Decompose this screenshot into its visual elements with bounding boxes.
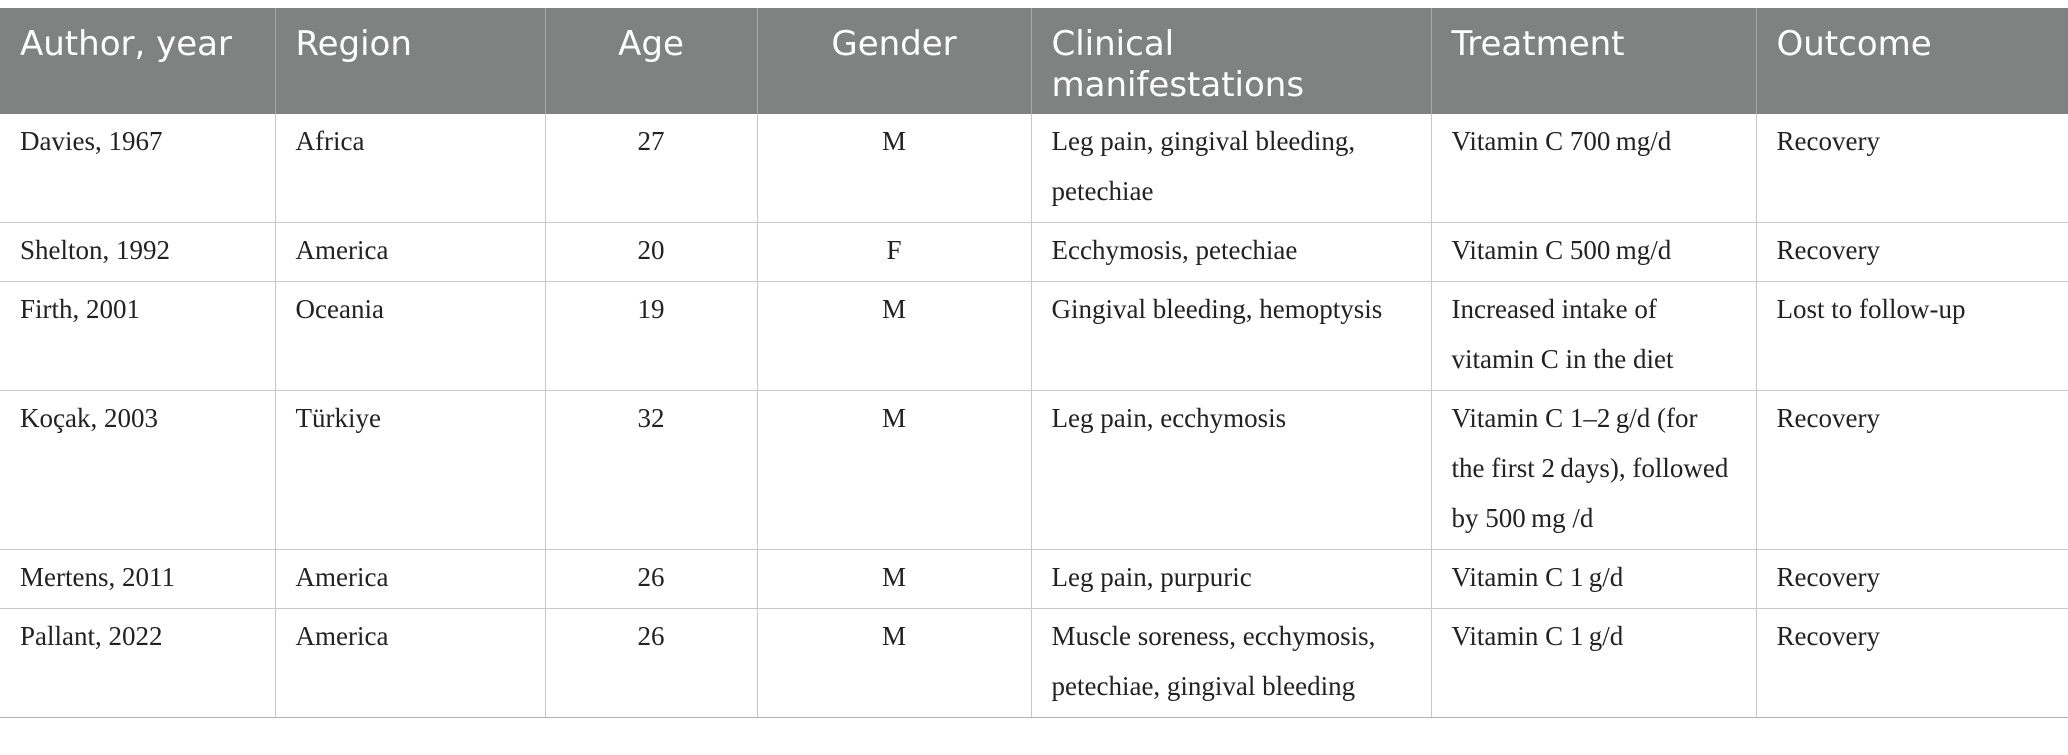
cell-clinical-manifestations: Leg pain, ecchymosis xyxy=(1031,391,1431,550)
cell-outcome: Recovery xyxy=(1756,609,2068,718)
cell-author-year: Shelton, 1992 xyxy=(0,223,275,282)
cell-outcome: Recovery xyxy=(1756,391,2068,550)
table-body xyxy=(0,114,2068,718)
cell-clinical-manifestations: Muscle soreness, ecchymosis, petechiae, gingival bleeding xyxy=(1031,609,1431,718)
cell-treatment: Vitamin C 700 mg/d xyxy=(1431,114,1756,223)
cell-region: America xyxy=(275,223,545,282)
header-region: Region xyxy=(275,8,545,114)
cell-treatment: Increased intake of vitamin C in the diet xyxy=(1431,282,1756,391)
cell-age: 32 xyxy=(545,391,757,550)
cell-region: Africa xyxy=(275,114,545,223)
cell-age: 20 xyxy=(545,223,757,282)
cell-treatment: Vitamin C 500 mg/d xyxy=(1431,223,1756,282)
cell-region: Türkiye xyxy=(275,391,545,550)
cell-age: 19 xyxy=(545,282,757,391)
table-row xyxy=(0,282,2068,391)
header-treatment: Treatment xyxy=(1431,8,1756,114)
cell-treatment: Vitamin C 1 g/d xyxy=(1431,550,1756,609)
cell-region: America xyxy=(275,609,545,718)
cell-author-year: Davies, 1967 xyxy=(0,114,275,223)
cell-gender: M xyxy=(757,114,1031,223)
cell-author-year: Mertens, 2011 xyxy=(0,550,275,609)
cell-clinical-manifestations: Leg pain, purpuric xyxy=(1031,550,1431,609)
cell-clinical-manifestations: Leg pain, gingival bleeding, petechiae xyxy=(1031,114,1431,223)
cell-gender: M xyxy=(757,391,1031,550)
cell-region: Oceania xyxy=(275,282,545,391)
table-row xyxy=(0,609,2068,718)
cell-author-year: Firth, 2001 xyxy=(0,282,275,391)
cell-clinical-manifestations: Gingival bleeding, hemoptysis xyxy=(1031,282,1431,391)
header-gender: Gender xyxy=(757,8,1031,114)
cell-outcome: Recovery xyxy=(1756,114,2068,223)
table-row xyxy=(0,550,2068,609)
cell-author-year: Koçak, 2003 xyxy=(0,391,275,550)
cell-clinical-manifestations: Ecchymosis, petechiae xyxy=(1031,223,1431,282)
cell-gender: M xyxy=(757,609,1031,718)
table-header xyxy=(0,8,2068,114)
header-author-year: Author, year xyxy=(0,8,275,114)
cell-age: 26 xyxy=(545,550,757,609)
cell-age: 26 xyxy=(545,609,757,718)
cell-author-year: Pallant, 2022 xyxy=(0,609,275,718)
cell-treatment: Vitamin C 1 g/d xyxy=(1431,609,1756,718)
cell-outcome: Recovery xyxy=(1756,550,2068,609)
header-row xyxy=(0,8,2068,114)
cell-outcome: Recovery xyxy=(1756,223,2068,282)
cell-gender: M xyxy=(757,282,1031,391)
table-row xyxy=(0,391,2068,550)
cell-outcome: Lost to follow-up xyxy=(1756,282,2068,391)
case-reports-table xyxy=(0,8,2068,718)
cell-treatment: Vitamin C 1–2 g/d (for the first 2 days), followed by 500 mg /d xyxy=(1431,391,1756,550)
cell-gender: M xyxy=(757,550,1031,609)
header-age: Age xyxy=(545,8,757,114)
table-row xyxy=(0,114,2068,223)
header-outcome: Outcome xyxy=(1756,8,2068,114)
cell-age: 27 xyxy=(545,114,757,223)
cell-gender: F xyxy=(757,223,1031,282)
table-row xyxy=(0,223,2068,282)
cell-region: America xyxy=(275,550,545,609)
header-clinical-manifestations: Clinical manifestations xyxy=(1031,8,1431,114)
